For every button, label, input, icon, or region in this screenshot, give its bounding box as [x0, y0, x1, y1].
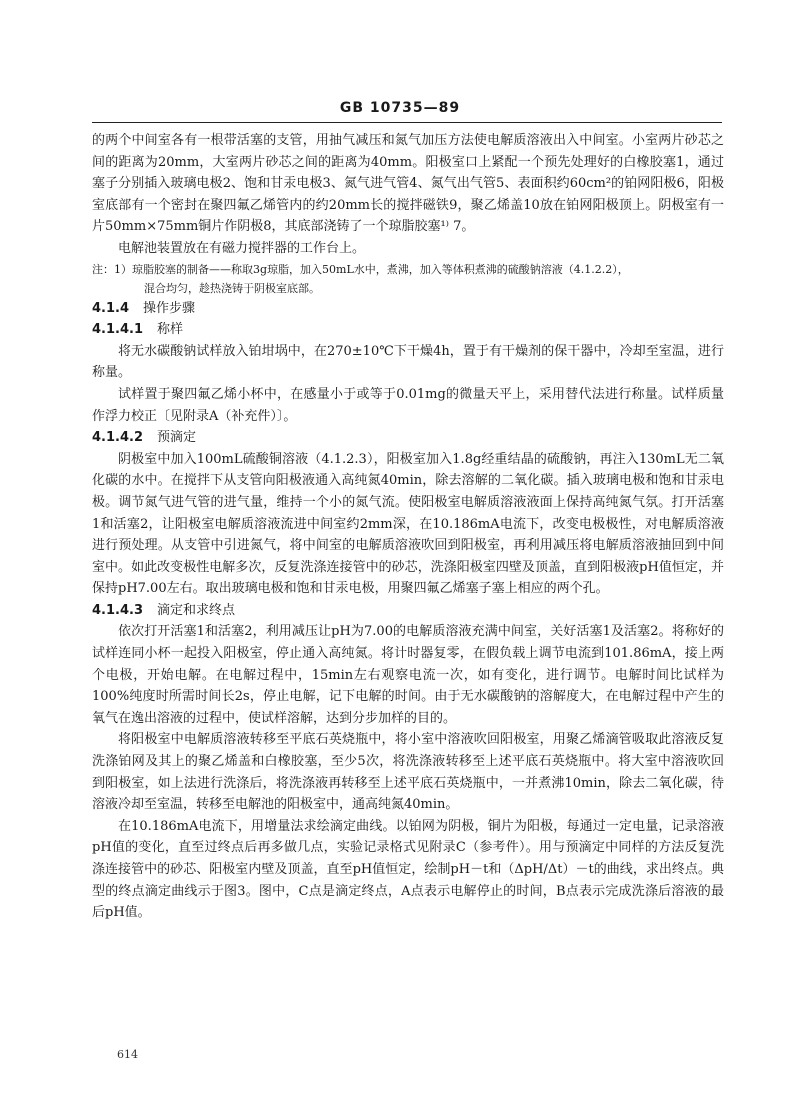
standard-header: GB 10735—89: [339, 100, 461, 116]
paragraph-pretitration: 阴极室中加入100mL硫酸铜溶液（4.1.2.3），阳极室加入1.8g经重结晶的硫酸钠，再注入130mL无二氧化碳的水中。在搅拌下从支管向阳极液通入高纯氮40min，除去溶解的二氧化碳。插入玻璃电极和饱和甘汞电极。调节氮气进气管的进气量，维持一个小的氮气流。使阳极室电解质溶液液面上保持高纯氮气氛。打开活塞1和活塞2，让阳极室电解质溶液流进中间室约2mm深，在10.186mA电流下，改变电极极性，对电解质溶液进行预处理。从支管中引进氮气，将中间室的电解质溶液吹回到阳极室，再利用减压将电解质溶液抽回到中间室中。如此改变极性电解多次，反复洗涤连接管中的砂芯，洗涤阳极室四壁及顶盖，直到阳极液pH值恒定，并保持pH7.00左右。取出玻璃电极和饱和甘汞电极，用聚四氟乙烯塞子塞上相应的两个孔。: [92, 451, 724, 597]
page-number: 614: [117, 1048, 138, 1061]
section-heading-4-1-4: [92, 298, 724, 320]
section-heading-4-1-4-1: [92, 319, 724, 341]
header-rule: [92, 122, 722, 123]
section-heading-4-1-4-3: [92, 600, 724, 622]
section-title: 滴定和求终点: [157, 602, 236, 618]
section-number: 4.1.4.1: [92, 322, 143, 338]
section-title: 预滴定: [157, 430, 197, 446]
footnote-line-1: 注：1）琼脂胶塞的制备——称取3g琼脂，加入50mL水中，煮沸，加入等体积煮沸的硫酸钠溶液（4.1.2.2），: [92, 262, 629, 276]
section-number: 4.1.4.3: [92, 602, 143, 618]
section-title: 称样: [157, 322, 184, 338]
section-heading-4-1-4-2: [92, 427, 724, 449]
paragraph-stirrer: 电解池装置放在有磁力搅拌器的工作台上。: [118, 240, 366, 256]
section-number: 4.1.4.2: [92, 430, 143, 446]
section-number: 4.1.4: [92, 300, 130, 316]
paragraph-washing: 将阳极室中电解质溶液转移至平底石英烧瓶中，将小室中溶液吹回阳极室，用聚乙烯滴管吸取此溶液反复洗涤铂网及其上的聚乙烯盖和白橡胶塞，至少5次，将洗涤液转移至上述平底石英烧瓶中。将大室中溶液吹回到阳极室，如上法进行洗涤后，将洗涤液再转移至上述平底石英烧瓶中，一并煮沸10min，除去二氧化碳，待溶液冷却至室温，转移至电解池的阳极室中，通高纯氮40min。: [92, 732, 724, 813]
paragraph-titration: 依次打开活塞1和活塞2，利用减压让pH为7.00的电解质溶液充满中间室，关好活塞1及活塞2。将称好的试样连同小杯一起投入阳极室，停止通入高纯氮。将计时器复零，在假负载上调节电流到101.86mA，接上两个电极，开始电解。在电解过程中，15min左右观察电流一次，如有变化，进行调节。电解时间比试样为100%纯度时所需时间长2s，停止电解，记下电解的时间。由于无水碳酸钠的溶解度大，在电解过程中产生的氧气在逸出溶液的过程中，使试样溶解，达到分步加样的目的。: [92, 624, 724, 726]
section-title: 操作步骤: [143, 300, 196, 316]
paragraph-drying: 将无水碳酸钠试样放入铂坩埚中，在270±10℃下干燥4h，置于有干燥剂的保干器中，冷却至室温，进行称量。: [92, 343, 724, 381]
paragraph-apparatus: 的两个中间室各有一根带活塞的支管，用抽气减压和氮气加压方法使电解质溶液出入中间室。小室两片砂芯之间的距离为20mm，大室两片砂芯之间的距离为40mm。阳极室口上紧配一个预先处理好的白橡胶塞1，通过塞子分别插入玻璃电极2、饱和甘汞电极3、氮气进气管4、氮气出气管5、表面积约60cm²的铂网阳极6，阳极室底部有一个密封在聚四氟乙烯管内的约20mm长的搅拌磁铁9，聚乙烯盖10放在铂网阳极顶上。阴极室有一片50mm×75mm铜片作阴极8，其底部浇铸了一个琼脂胶塞¹⁾ 7。: [92, 133, 724, 235]
document-body: [92, 130, 724, 924]
paragraph-weighing: 试样置于聚四氟乙烯小杯中，在感量小于或等于0.01mg的微量天平上，采用替代法进行称量。试样质量作浮力校正〔见附录A（补充件）〕。: [92, 386, 724, 424]
footnote-line-2: 混合均匀，趁热浇铸于阴极室底部。: [144, 281, 320, 295]
paragraph-endpoint: 在10.186mA电流下，用增量法求绘滴定曲线。以铂网为阴极，铜片为阳极，每通过一定电量，记录溶液pH值的变化，直至过终点后再多做几点，实验记录格式见附录C（参考件）。用与预滴定中同样的方法反复洗涤连接管中的砂芯、阳极室内壁及顶盖，直至pH值恒定，绘制pH－t和（ΔpH/Δt）－t的曲线，求出终点。典型的终点滴定曲线示于图3。图中，C点是滴定终点，A点表示电解停止的时间，B点表示完成洗涤后溶液的最后pH值。: [92, 818, 724, 921]
